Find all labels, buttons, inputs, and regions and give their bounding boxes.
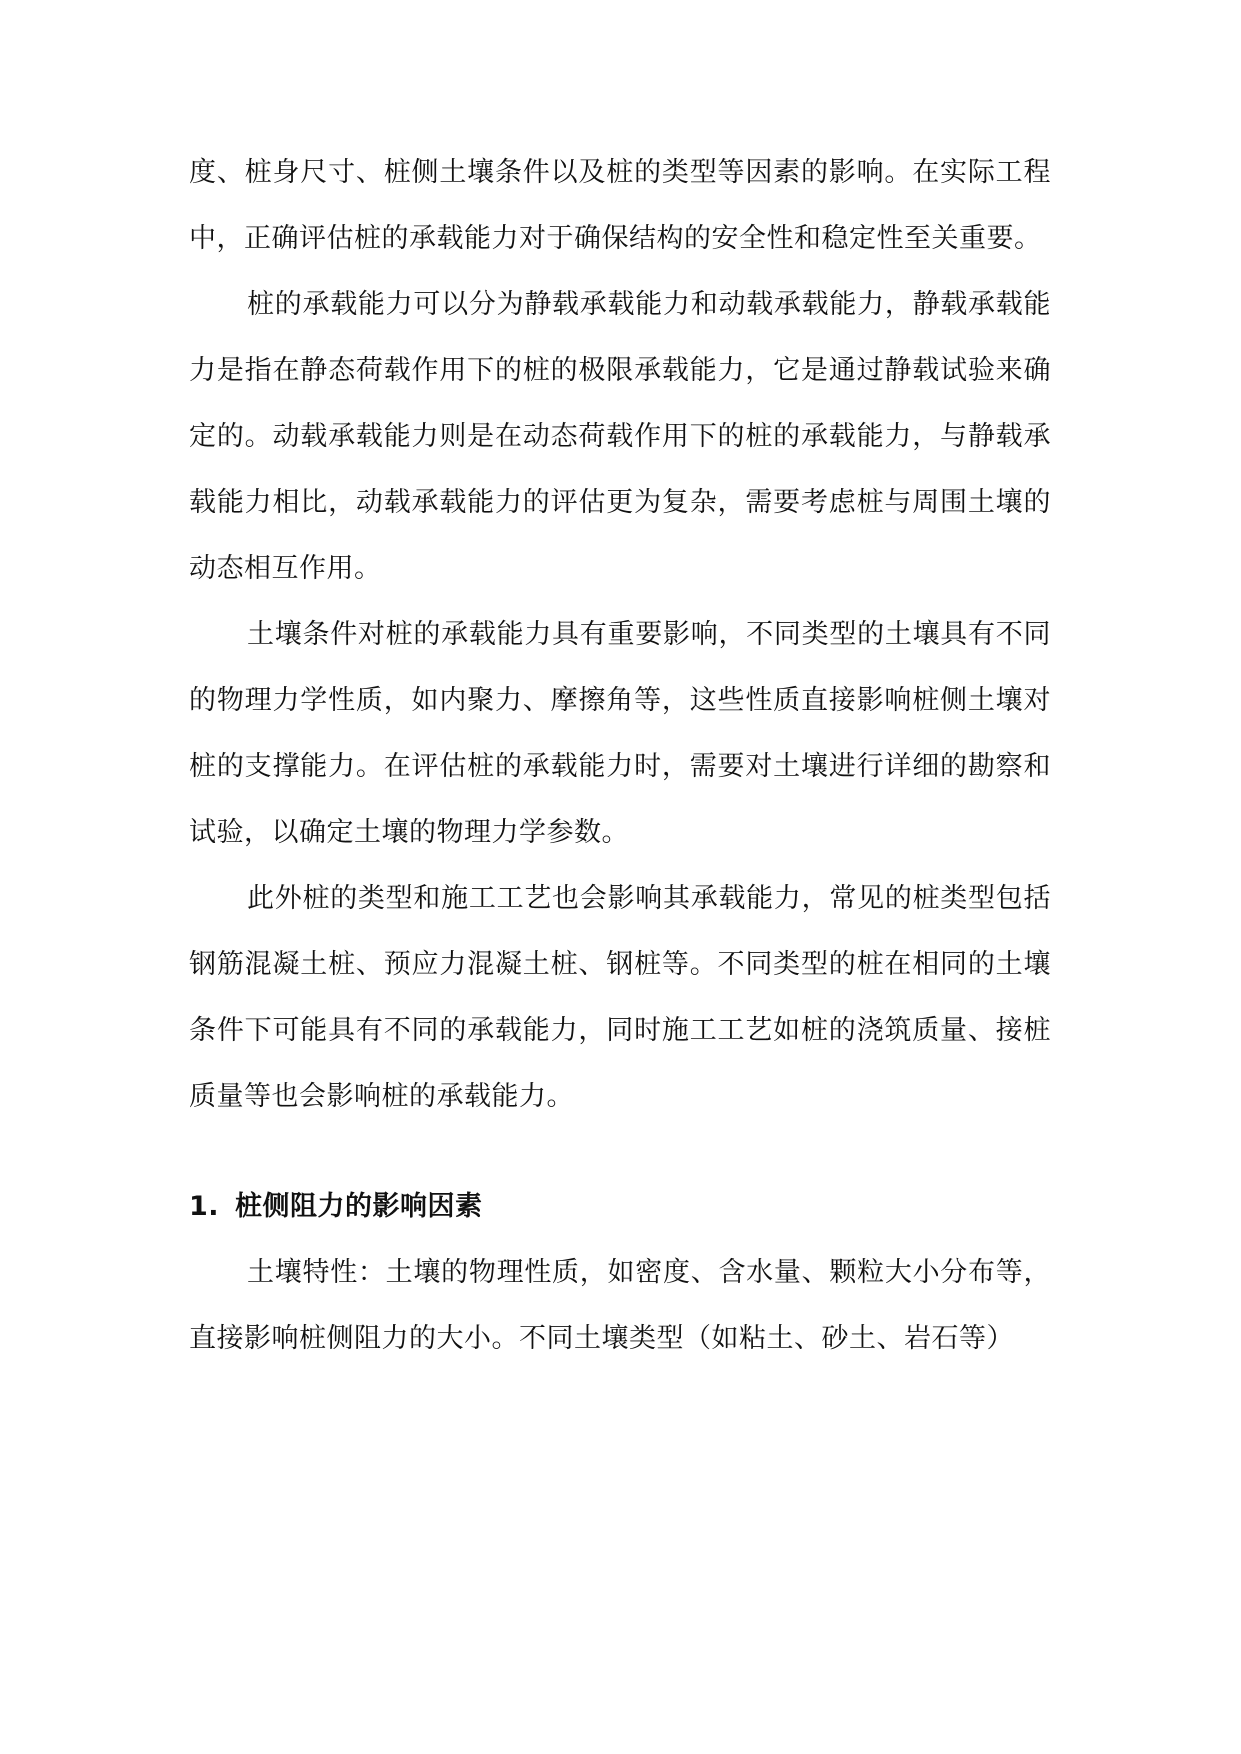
paragraph-pile-types: 此外桩的类型和施工工艺也会影响其承载能力，常见的桩类型包括钢筋混凝土桩、预应力混凝土桩、钢桩等。不同类型的桩在相同的土壤条件下可能具有不同的承载能力，同时施工工艺如桩的浇筑质量、接桩质量等也会影响桩的承载能力。	[189, 883, 1051, 1112]
section-heading	[189, 1174, 1051, 1240]
paragraph-soil-conditions: 土壤条件对桩的承载能力具有重要影响，不同类型的土壤具有不同的物理力学性质，如内聚力、摩擦角等，这些性质直接影响桩侧土壤对桩的支撑能力。在评估桩的承载能力时，需要对土壤进行详细的勘察和试验，以确定土壤的物理力学参数。	[189, 619, 1051, 848]
paragraph-continuation: 度、桩身尺寸、桩侧土壤条件以及桩的类型等因素的影响。在实际工程中，正确评估桩的承载能力对于确保结构的安全性和稳定性至关重要。	[189, 157, 1051, 254]
paragraph-static-dynamic-capacity: 桩的承载能力可以分为静载承载能力和动载承载能力，静载承载能力是指在静态荷载作用下的桩的极限承载能力，它是通过静载试验来确定的。动载承载能力则是在动态荷载作用下的桩的承载能力，与静载承载能力相比，动载承载能力的评估更为复杂，需要考虑桩与周围土壤的动态相互作用。	[189, 289, 1051, 584]
paragraph-soil-properties: 土壤特性：土壤的物理性质，如密度、含水量、颗粒大小分布等，直接影响桩侧阻力的大小。不同土壤类型（如粘土、砂土、岩石等）	[189, 1257, 1051, 1354]
document-body	[189, 140, 1051, 1372]
section-number: 1.	[189, 1191, 220, 1222]
section-title: 桩侧阻力的影响因素	[235, 1191, 483, 1222]
